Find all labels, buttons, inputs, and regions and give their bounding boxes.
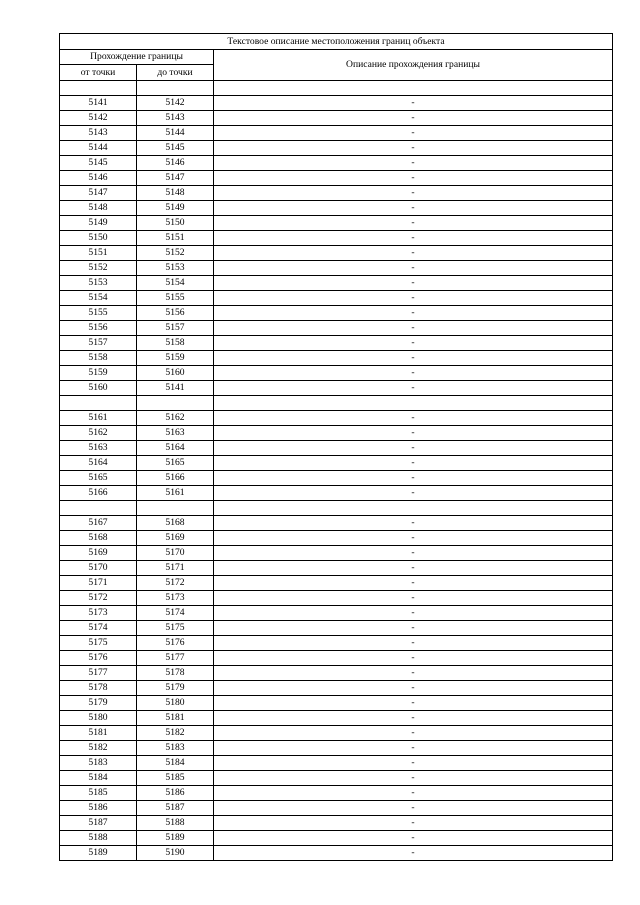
spacer-row	[60, 81, 613, 96]
table-row	[60, 696, 613, 711]
cell-desc: -	[214, 231, 613, 246]
cell-desc: -	[214, 531, 613, 546]
cell-from: 5164	[60, 456, 137, 471]
table-row	[60, 201, 613, 216]
table-row	[60, 741, 613, 756]
boundary-table	[59, 33, 613, 861]
cell-from: 5149	[60, 216, 137, 231]
cell-to: 5152	[137, 246, 214, 261]
cell-from: 5161	[60, 411, 137, 426]
cell-to: 5146	[137, 156, 214, 171]
table-row	[60, 276, 613, 291]
cell-to: 5174	[137, 606, 214, 621]
table-row	[60, 426, 613, 441]
cell-from: 5148	[60, 201, 137, 216]
cell-from: 5182	[60, 741, 137, 756]
cell-to: 5175	[137, 621, 214, 636]
table-row	[60, 561, 613, 576]
cell-desc: -	[214, 201, 613, 216]
cell-desc: -	[214, 621, 613, 636]
table-row	[60, 621, 613, 636]
table-title-row	[60, 34, 613, 50]
cell-from: 5181	[60, 726, 137, 741]
cell-desc: -	[214, 246, 613, 261]
cell-desc: -	[214, 546, 613, 561]
cell-from: 5188	[60, 831, 137, 846]
cell-to: 5176	[137, 636, 214, 651]
cell-from: 5167	[60, 516, 137, 531]
cell-from: 5169	[60, 546, 137, 561]
table-row	[60, 306, 613, 321]
table-row	[60, 546, 613, 561]
cell-desc: -	[214, 126, 613, 141]
table-row	[60, 606, 613, 621]
cell-desc: -	[214, 786, 613, 801]
cell-desc: -	[214, 381, 613, 396]
cell-to: 5180	[137, 696, 214, 711]
cell-to: 5141	[137, 381, 214, 396]
cell-from: 5154	[60, 291, 137, 306]
table-row	[60, 111, 613, 126]
table-row	[60, 771, 613, 786]
table-row	[60, 156, 613, 171]
table-row	[60, 576, 613, 591]
cell-to: 5168	[137, 516, 214, 531]
table-row	[60, 291, 613, 306]
cell-to: 5173	[137, 591, 214, 606]
col-header-from: от точки	[60, 65, 137, 81]
table-row	[60, 96, 613, 111]
cell-to: 5189	[137, 831, 214, 846]
table-row	[60, 816, 613, 831]
cell-to: 5147	[137, 171, 214, 186]
cell-to: 5170	[137, 546, 214, 561]
table-row	[60, 366, 613, 381]
table-row	[60, 801, 613, 816]
cell-from: 5162	[60, 426, 137, 441]
table-row	[60, 726, 613, 741]
cell-from: 5147	[60, 186, 137, 201]
table-row	[60, 126, 613, 141]
table-row	[60, 141, 613, 156]
cell-from: 5165	[60, 471, 137, 486]
table-row	[60, 351, 613, 366]
cell-from: 5175	[60, 636, 137, 651]
cell-to: 5163	[137, 426, 214, 441]
cell-from: 5170	[60, 561, 137, 576]
cell-from: 5144	[60, 141, 137, 156]
cell-to: 5182	[137, 726, 214, 741]
cell-from: 5152	[60, 261, 137, 276]
cell-from: 5155	[60, 306, 137, 321]
cell-to: 5184	[137, 756, 214, 771]
cell-desc: -	[214, 351, 613, 366]
empty-cell	[137, 396, 214, 411]
cell-desc: -	[214, 726, 613, 741]
cell-from: 5157	[60, 336, 137, 351]
table-row	[60, 531, 613, 546]
table-row	[60, 636, 613, 651]
table-row	[60, 831, 613, 846]
table-row	[60, 846, 613, 861]
cell-from: 5159	[60, 366, 137, 381]
cell-from: 5163	[60, 441, 137, 456]
cell-desc: -	[214, 441, 613, 456]
col-header-desc: Описание прохождения границы	[214, 50, 613, 81]
cell-to: 5145	[137, 141, 214, 156]
empty-cell	[60, 396, 137, 411]
cell-from: 5184	[60, 771, 137, 786]
cell-to: 5150	[137, 216, 214, 231]
cell-desc: -	[214, 816, 613, 831]
cell-from: 5176	[60, 651, 137, 666]
table-row	[60, 711, 613, 726]
cell-desc: -	[214, 411, 613, 426]
cell-desc: -	[214, 291, 613, 306]
header-row-1	[60, 50, 613, 65]
cell-desc: -	[214, 96, 613, 111]
cell-to: 5179	[137, 681, 214, 696]
cell-to: 5164	[137, 441, 214, 456]
cell-desc: -	[214, 801, 613, 816]
cell-desc: -	[214, 741, 613, 756]
cell-to: 5142	[137, 96, 214, 111]
cell-desc: -	[214, 111, 613, 126]
cell-desc: -	[214, 471, 613, 486]
spacer-row	[60, 396, 613, 411]
cell-to: 5188	[137, 816, 214, 831]
cell-from: 5173	[60, 606, 137, 621]
cell-to: 5148	[137, 186, 214, 201]
cell-desc: -	[214, 456, 613, 471]
cell-to: 5144	[137, 126, 214, 141]
cell-desc: -	[214, 651, 613, 666]
cell-desc: -	[214, 771, 613, 786]
table-row	[60, 666, 613, 681]
cell-from: 5183	[60, 756, 137, 771]
cell-from: 5156	[60, 321, 137, 336]
table-row	[60, 681, 613, 696]
table-row	[60, 216, 613, 231]
cell-desc: -	[214, 306, 613, 321]
cell-to: 5155	[137, 291, 214, 306]
cell-to: 5154	[137, 276, 214, 291]
cell-from: 5142	[60, 111, 137, 126]
cell-desc: -	[214, 756, 613, 771]
cell-to: 5169	[137, 531, 214, 546]
cell-desc: -	[214, 606, 613, 621]
cell-from: 5178	[60, 681, 137, 696]
table-row	[60, 171, 613, 186]
cell-desc: -	[214, 426, 613, 441]
cell-desc: -	[214, 711, 613, 726]
cell-desc: -	[214, 216, 613, 231]
cell-desc: -	[214, 831, 613, 846]
cell-desc: -	[214, 261, 613, 276]
cell-to: 5165	[137, 456, 214, 471]
cell-desc: -	[214, 516, 613, 531]
cell-to: 5143	[137, 111, 214, 126]
cell-desc: -	[214, 171, 613, 186]
cell-from: 5177	[60, 666, 137, 681]
cell-to: 5187	[137, 801, 214, 816]
table-row	[60, 186, 613, 201]
cell-desc: -	[214, 576, 613, 591]
document-page	[59, 33, 612, 861]
cell-to: 5156	[137, 306, 214, 321]
table-title: Текстовое описание местоположения границ объекта	[60, 34, 613, 50]
table-row	[60, 456, 613, 471]
cell-to: 5178	[137, 666, 214, 681]
cell-from: 5171	[60, 576, 137, 591]
cell-from: 5168	[60, 531, 137, 546]
cell-to: 5160	[137, 366, 214, 381]
empty-cell	[214, 81, 613, 96]
cell-desc: -	[214, 486, 613, 501]
cell-desc: -	[214, 681, 613, 696]
cell-from: 5143	[60, 126, 137, 141]
cell-to: 5159	[137, 351, 214, 366]
cell-to: 5153	[137, 261, 214, 276]
table-row	[60, 246, 613, 261]
table-row	[60, 651, 613, 666]
table-row	[60, 471, 613, 486]
cell-to: 5190	[137, 846, 214, 861]
cell-to: 5166	[137, 471, 214, 486]
cell-desc: -	[214, 561, 613, 576]
cell-to: 5186	[137, 786, 214, 801]
cell-desc: -	[214, 156, 613, 171]
cell-from: 5185	[60, 786, 137, 801]
cell-to: 5162	[137, 411, 214, 426]
cell-desc: -	[214, 666, 613, 681]
cell-desc: -	[214, 321, 613, 336]
cell-from: 5180	[60, 711, 137, 726]
cell-from: 5166	[60, 486, 137, 501]
cell-from: 5172	[60, 591, 137, 606]
cell-desc: -	[214, 696, 613, 711]
empty-cell	[137, 81, 214, 96]
cell-from: 5179	[60, 696, 137, 711]
cell-desc: -	[214, 636, 613, 651]
empty-cell	[60, 501, 137, 516]
cell-desc: -	[214, 141, 613, 156]
cell-desc: -	[214, 366, 613, 381]
cell-from: 5145	[60, 156, 137, 171]
cell-from: 5174	[60, 621, 137, 636]
cell-from: 5146	[60, 171, 137, 186]
cell-from: 5158	[60, 351, 137, 366]
cell-desc: -	[214, 186, 613, 201]
table-row	[60, 336, 613, 351]
cell-from: 5189	[60, 846, 137, 861]
cell-from: 5141	[60, 96, 137, 111]
cell-desc: -	[214, 276, 613, 291]
cell-from: 5186	[60, 801, 137, 816]
table-row	[60, 381, 613, 396]
empty-cell	[214, 396, 613, 411]
cell-from: 5153	[60, 276, 137, 291]
table-row	[60, 411, 613, 426]
cell-to: 5158	[137, 336, 214, 351]
cell-from: 5187	[60, 816, 137, 831]
table-row	[60, 591, 613, 606]
cell-to: 5151	[137, 231, 214, 246]
table-row	[60, 516, 613, 531]
cell-to: 5172	[137, 576, 214, 591]
table-row	[60, 321, 613, 336]
cell-to: 5185	[137, 771, 214, 786]
cell-to: 5177	[137, 651, 214, 666]
cell-to: 5181	[137, 711, 214, 726]
spacer-row	[60, 501, 613, 516]
cell-from: 5150	[60, 231, 137, 246]
cell-to: 5149	[137, 201, 214, 216]
cell-from: 5151	[60, 246, 137, 261]
table-row	[60, 786, 613, 801]
table-row	[60, 441, 613, 456]
cell-to: 5157	[137, 321, 214, 336]
cell-to: 5183	[137, 741, 214, 756]
cell-to: 5171	[137, 561, 214, 576]
col-header-to: до точки	[137, 65, 214, 81]
cell-to: 5161	[137, 486, 214, 501]
table-row	[60, 486, 613, 501]
table-row	[60, 231, 613, 246]
empty-cell	[214, 501, 613, 516]
cell-desc: -	[214, 336, 613, 351]
empty-cell	[137, 501, 214, 516]
table-row	[60, 756, 613, 771]
empty-cell	[60, 81, 137, 96]
table-body	[60, 81, 613, 861]
table-row	[60, 261, 613, 276]
cell-desc: -	[214, 846, 613, 861]
cell-desc: -	[214, 591, 613, 606]
cell-from: 5160	[60, 381, 137, 396]
group-header: Прохождение границы	[60, 50, 214, 65]
